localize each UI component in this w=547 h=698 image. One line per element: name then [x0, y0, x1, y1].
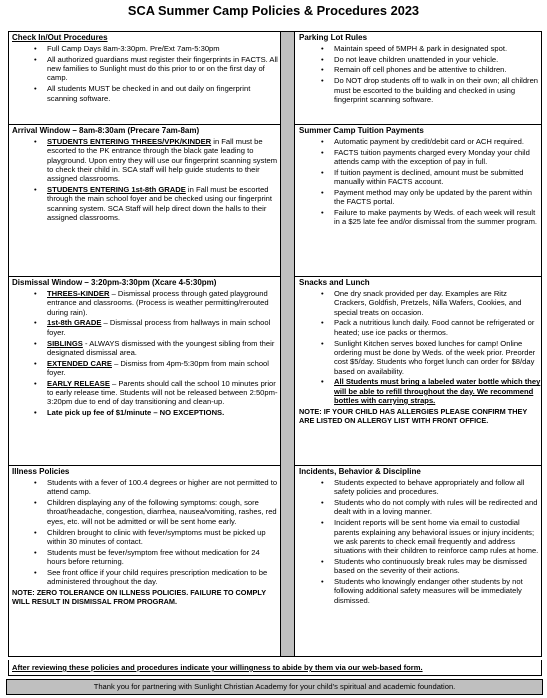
illness-item: • Children brought to clinic with fever/symptoms must be picked up within 30 minutes of contact.	[12, 528, 280, 547]
tuition-item: • If tuition payment is declined, amount must be submitted manually within FACTS account.	[299, 168, 541, 187]
arrival-heading: Arrival Window – 8am-8:30am (Precare 7am-8am)	[12, 126, 200, 135]
tuition-item: • Payment method may only be updated by the parent within the FACTS portal.	[299, 188, 541, 207]
tuition-item: • Automatic payment by credit/debit card or ACH required.	[299, 137, 541, 146]
late-fee-item: • Late pick up fee of $1/minute – NO EXCEPTIONS.	[12, 408, 280, 417]
parking-item: • Remain off cell phones and be attentive to children.	[299, 65, 541, 74]
parking-heading: Parking Lot Rules	[299, 33, 368, 42]
center-divider-column	[280, 32, 295, 656]
behavior-heading: Incidents, Behavior & Discipline	[299, 467, 421, 476]
tuition-section	[296, 125, 541, 276]
behavior-item: • Students expected to behave appropriately and follow all safety policies and procedures.	[299, 478, 541, 497]
dismissal-heading: Dismissal Window – 3:20pm-3:30pm (Xcare 4-5:30pm)	[12, 278, 217, 287]
tuition-heading: Summer Camp Tuition Payments	[299, 126, 424, 135]
arrival-item-label: STUDENTS ENTERING THREES/VPK/KINDER	[47, 137, 212, 146]
behavior-item: • Incident reports will be sent home via email to custodial parents explaining any behavioral issues or injury incidents; we ask parents to check email frequently and address situations with their children to reinforce camp rules at home.	[299, 518, 541, 555]
snacks-heading: Snacks and Lunch	[299, 278, 370, 287]
checkin-item: • Full Camp Days 8am-3:30pm. Pre/Ext 7am-5:30pm	[12, 44, 280, 53]
behavior-item: • Students who do not comply with rules will be redirected and dealt with in a loving manner.	[299, 498, 541, 517]
illness-heading: Illness Policies	[12, 467, 70, 476]
dismissal-item: • 1st-8th GRADE – Dismissal process from hallways in main school foyer.	[12, 318, 280, 337]
checkin-section	[9, 32, 280, 124]
policies-table	[8, 31, 542, 657]
acknowledgement-statement: After reviewing these policies and procedures indicate your willingness to abide by them via our web-based form.	[8, 660, 542, 676]
behavior-item: • Students who continuously break rules may be dismissed based on the severity of their actions.	[299, 557, 541, 576]
parking-item: • Do NOT drop students off to walk in on their own; all children must be escorted to the building and checked in using fingerprint scanning software.	[299, 76, 541, 104]
snacks-item: • One dry snack provided per day. Examples are Ritz Crackers, Goldfish, Pretzels, Nilla Wafers, Cookies, and special treats on occasion.	[299, 289, 541, 317]
arrival-item-label: STUDENTS ENTERING 1st-8th GRADE	[47, 185, 186, 195]
illness-note: NOTE: ZERO TOLERANCE ON ILLNESS POLICIES. FAILURE TO COMPLY WILL RESULT IN DISMISSAL FROM PROGRAM.	[12, 587, 266, 607]
behavior-section	[296, 466, 541, 656]
allergy-note: NOTE: IF YOUR CHILD HAS ALLERGIES PLEASE CONFIRM THEY ARE LISTED ON ALLERGY LIST WITH FRONT OFFICE.	[299, 406, 528, 426]
illness-item: • Students with a fever of 100.4 degrees or higher are not permitted to attend camp.	[12, 478, 280, 497]
dismissal-item: • EXTENDED CARE – Dismiss from 4pm-5:30pm from main school foyer.	[12, 359, 280, 378]
snacks-item: • Pack a nutritious lunch daily. Food cannot be refrigerated or heated; use ice packs or thermos.	[299, 318, 541, 337]
illness-item: • Children displaying any of the following symptoms: cough, sore throat/headache, congestion, diarrhea, nausea/vomiting, rashes, red eyes, etc. will not be admitted or will be sent home early.	[12, 498, 280, 526]
snacks-item: • Sunlight Kitchen serves boxed lunches for camp! Online ordering must be done by Weds. of the week prior. Preorder cost $5/day. Students who forget lunch can order for $8/day based on availability.	[299, 339, 541, 376]
arrival-item: • STUDENTS ENTERING 1st-8th GRADE in Fall must be escorted through the main school foyer and be checked using our fingerprint scanning system. SCA Staff will help direct down the halls to their assigned classrooms.	[12, 185, 280, 222]
dismissal-section	[9, 277, 280, 465]
parking-item: • Do not leave children unattended in your vehicle.	[299, 55, 541, 64]
checkin-item: • All students MUST be checked in and out daily on fingerprint scanning software.	[12, 84, 280, 103]
parking-section	[296, 32, 541, 124]
checkin-heading: Check In/Out Procedures	[12, 33, 108, 42]
illness-item: • See front office if your child requires prescription medication to be administered throughout the day.	[12, 568, 280, 587]
parking-item: • Maintain speed of 5MPH & park in designated spot.	[299, 44, 541, 53]
behavior-item: • Students who knowingly endanger other students by not following additional safety measures will be immediately dismissed.	[299, 577, 541, 605]
dismissal-item: • EARLY RELEASE – Parents should call the school 10 minutes prior to early release time. Students will not be released between 2:50pm-3:20pm due to end of day transitioning and clean-up.	[12, 379, 280, 407]
arrival-section	[9, 125, 280, 276]
snacks-section	[296, 277, 541, 465]
illness-item: • Students must be fever/symptom free without medication for 24 hours before returning.	[12, 548, 280, 567]
tuition-item: • FACTS tuition payments charged every Monday your child attends camp with the exception of pay in full.	[299, 148, 541, 167]
arrival-item: • STUDENTS ENTERING THREES/VPK/KINDER in Fall must be escorted to the PK entrance through the black gate leading to playground. Upon entry they will use our fingerprint scanning system to check their child in. SCA staff will help guide students to their assigned classrooms.	[12, 137, 280, 184]
tuition-item: • Failure to make payments by Weds. of each week will result in a $25 late fee and/or dismissal from the summer program.	[299, 208, 541, 227]
illness-section	[9, 466, 280, 656]
water-bottle-item: • All Students must bring a labeled water bottle which they will be able to refill throughout the day. We recommend bottles with carrying straps.	[299, 377, 541, 405]
dismissal-item: • THREES-KINDER – Dismissal process through gated playground entrance and classrooms. (Process is weather permitting/rerouted during rain).	[12, 289, 280, 317]
checkin-item: • All authorized guardians must register their fingerprints in FACTS. All new families to Sunlight must do this prior to or on the first day of camp.	[12, 55, 280, 83]
dismissal-item: • SIBLINGS - ALWAYS dismissed with the youngest sibling from their designated dismissal area.	[12, 339, 280, 358]
thank-you-banner: Thank you for partnering with Sunlight Christian Academy for your child’s spiritual and academic foundation.	[6, 679, 543, 695]
page-title: SCA Summer Camp Policies & Procedures 2023	[127, 3, 420, 18]
